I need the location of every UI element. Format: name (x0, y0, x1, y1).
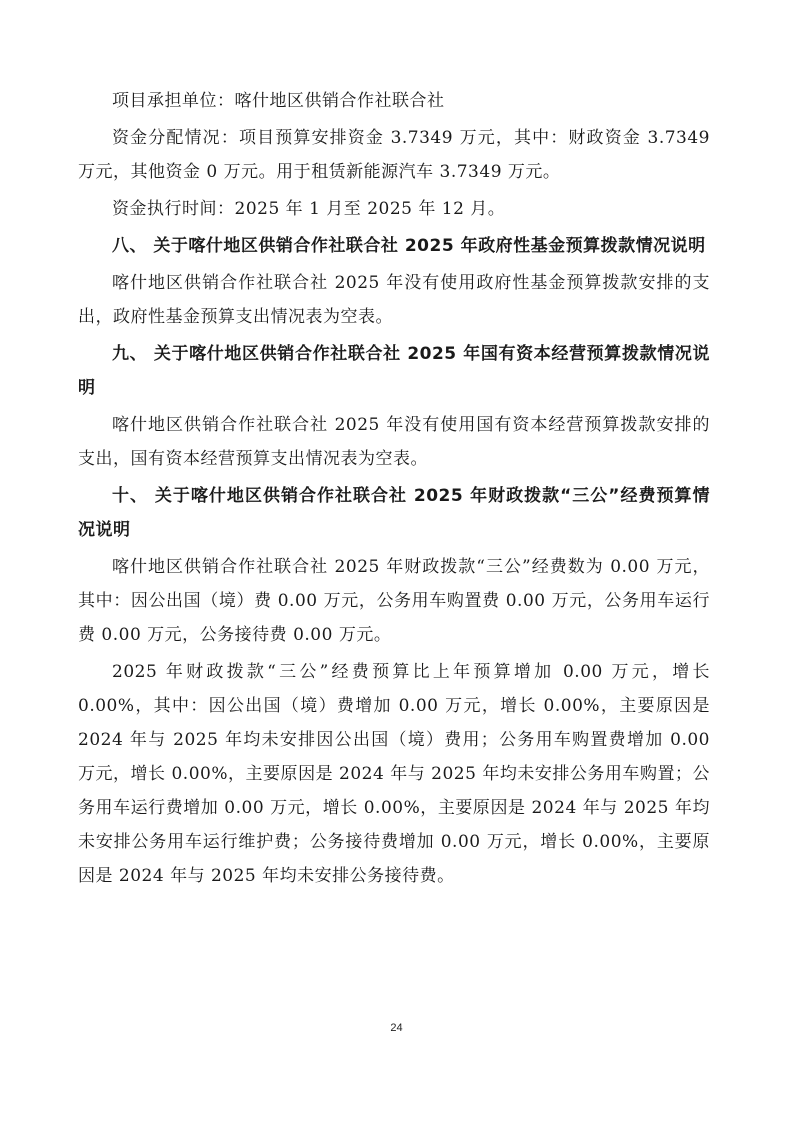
three-public-expenses-paragraph: 喀什地区供销合作社联合社 2025 年财政拨款“三公”经费数为 0.00 万元，其中：因公出国（境）费 0.00 万元，公务用车购置费 0.00 万元，公务用车运行费 0.00 万元，公务接待费 0.00 万元。 (78, 557, 710, 645)
section-heading-10: 十、 关于喀什地区供销合作社联合社 2025 年财政拨款“三公”经费预算情况说明 (78, 486, 710, 540)
document-body (78, 84, 710, 896)
state-capital-paragraph: 喀什地区供销合作社联合社 2025 年没有使用国有资本经营预算拨款安排的支出，国有资本经营预算支出情况表为空表。 (78, 415, 710, 469)
project-unit-paragraph: 项目承担单位：喀什地区供销合作社联合社 (112, 91, 445, 111)
fund-execution-time-paragraph: 资金执行时间：2025 年 1 月至 2025 年 12 月。 (112, 199, 506, 219)
section-heading-9: 九、 关于喀什地区供销合作社联合社 2025 年国有资本经营预算拨款情况说明 (78, 344, 710, 398)
page-number: 24 (390, 1022, 403, 1034)
three-public-comparison-paragraph: 2025 年财政拨款“三公”经费预算比上年预算增加 0.00 万元，增长 0.00%，其中：因公出国（境）费增加 0.00 万元，增长 0.00%，主要原因是 2024 年与 2025 年均未安排因公出国（境）费用；公务用车购置费增加 0.00 万元，增长 0.00%，主要原因是 2024 年与 2025 年均未安排公务用车购置；公务用车运行费增加 0.00 万元，增长 0.00%，主要原因是 2024 年与 2025 年均未安排公务用车运行维护费；公务接待费增加 0.00 万元，增长 0.00%，主要原因是 2024 年与 2025 年均未安排公务接待费。 (78, 662, 710, 886)
government-fund-paragraph: 喀什地区供销合作社联合社 2025 年没有使用政府性基金预算拨款安排的支出，政府性基金预算支出情况表为空表。 (78, 273, 710, 327)
section-heading-8: 八、 关于喀什地区供销合作社联合社 2025 年政府性基金预算拨款情况说明 (112, 236, 706, 256)
fund-allocation-paragraph: 资金分配情况：项目预算安排资金 3.7349 万元，其中：财政资金 3.7349 万元，其他资金 0 万元。用于租赁新能源汽车 3.7349 万元。 (78, 128, 710, 182)
